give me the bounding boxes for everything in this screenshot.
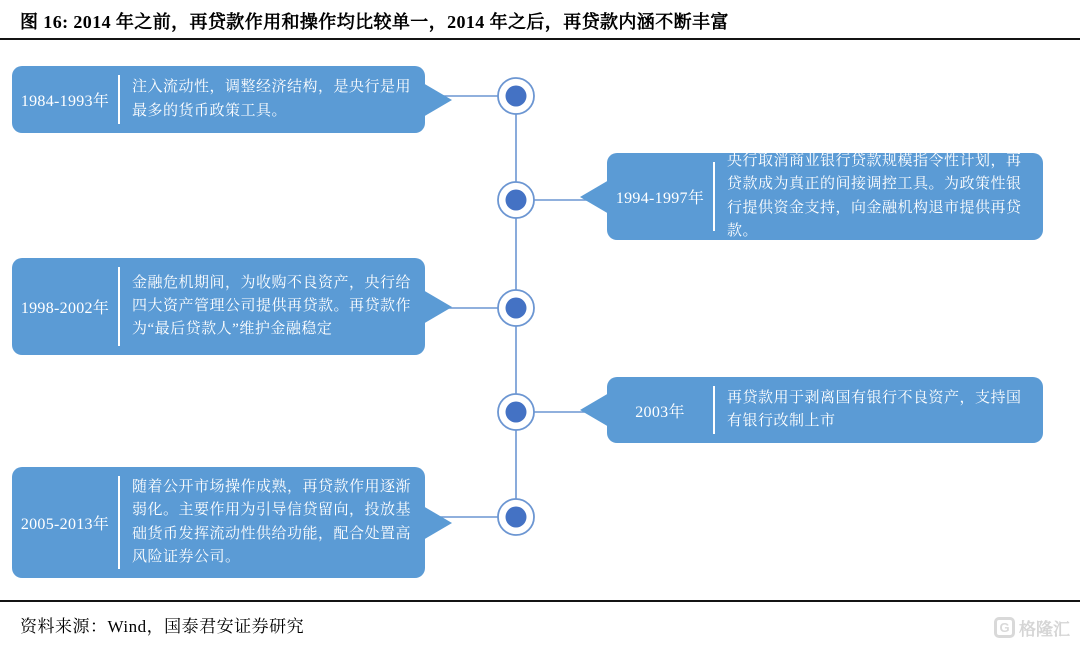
bubble-tail — [423, 83, 452, 117]
timeline-node — [498, 290, 534, 326]
source-note: 资料来源：Wind，国泰君安证券研究 — [20, 617, 305, 636]
timeline-node — [498, 394, 534, 430]
timeline-node — [498, 182, 534, 218]
year-label: 2005-2013年 — [20, 516, 110, 533]
gelonghui-logo-text: 格隆汇 — [1019, 620, 1070, 639]
bubble-text: 金融危机期间，为收购不良资产，央行给四大资产管理公司提供再贷款。再贷款作为“最后贷款人”维护金融稳定 — [132, 274, 412, 338]
gelonghui-logo-icon: G — [994, 617, 1015, 638]
bubble-text: 再贷款用于剥离国有银行不良资产，支持国有银行改制上市 — [727, 389, 1022, 429]
year-label: 1998-2002年 — [20, 300, 110, 317]
timeline-bubble-1994-1997 — [607, 153, 1043, 240]
bubble-tail — [580, 393, 609, 427]
bubble-text: 注入流动性，调整经济结构，是央行是用最多的货币政策工具。 — [132, 79, 412, 119]
timeline-bubble-1984-1993 — [12, 66, 425, 133]
timeline-bubble-2003 — [607, 377, 1043, 443]
gelonghui-watermark — [994, 615, 1070, 640]
figure-title: 图 16: 2014 年之前，再贷款作用和操作均比较单一，2014 年之后，再贷款内涵不断丰富 — [20, 12, 729, 32]
year-label: 1984-1993年 — [20, 93, 110, 110]
bubble-text: 随着公开市场操作成熟，再贷款作用逐渐弱化。主要作用为引导信贷留向，投放基础货币发挥流动性供给功能，配合处置高风险证券公司。 — [132, 479, 412, 565]
footer-divider — [0, 600, 1080, 602]
bubble-tail — [423, 506, 452, 540]
year-label: 1994-1997年 — [615, 190, 705, 207]
timeline-node — [498, 499, 534, 535]
timeline-bubble-1998-2002 — [12, 258, 425, 355]
bubble-tail — [423, 290, 452, 324]
bubble-text: 央行取消商业银行贷款规模指令性计划，再贷款成为真正的间接调控工具。为政策性银行提供资金支持，向金融机构退市提供再贷款。 — [727, 153, 1022, 239]
bubble-tail — [580, 180, 609, 214]
year-label: 2003年 — [635, 403, 685, 421]
timeline-bubble-2005-2013 — [12, 467, 425, 578]
timeline-node — [498, 78, 534, 114]
